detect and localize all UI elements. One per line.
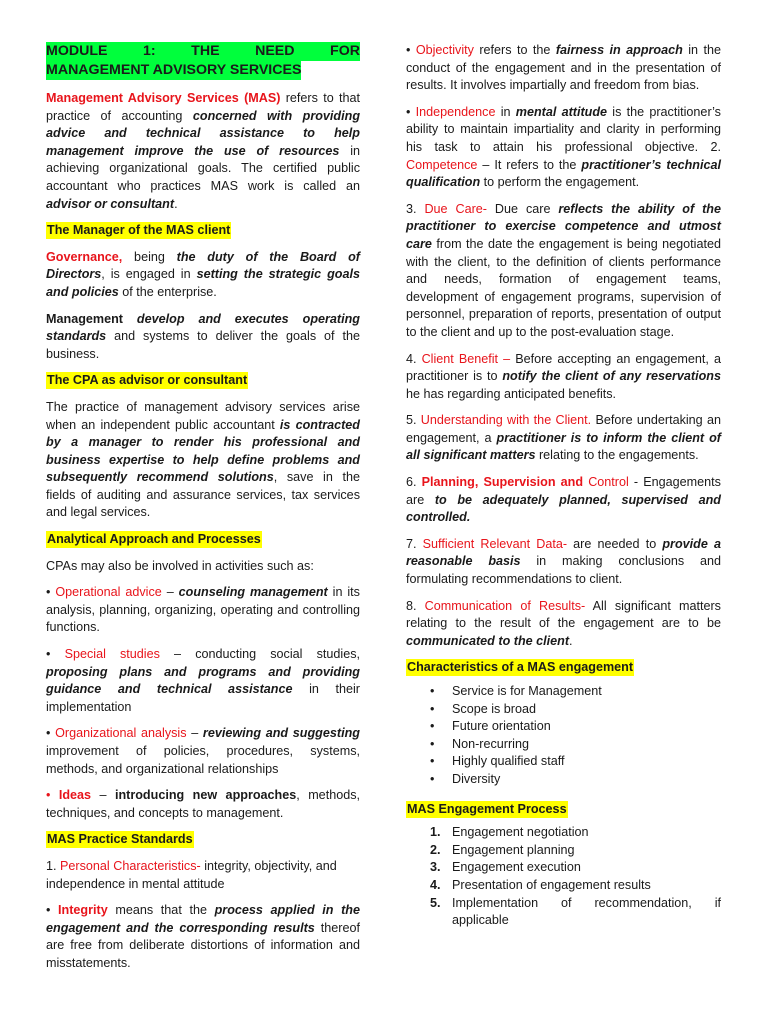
right-column <box>406 42 721 930</box>
heading-practice-standards: MAS Practice Standards <box>47 832 193 847</box>
heading-characteristics: Characteristics of a MAS engagement <box>407 660 634 675</box>
title-word: 1: <box>143 43 156 59</box>
operational-advice-item: • Operational advice – counseling management in its analysis, planning, organizing, operating and controlling functions. <box>46 585 360 635</box>
title-word: NEED <box>255 43 295 59</box>
title-word: THE <box>191 43 220 59</box>
integrity-item: • Integrity means that the process applied in the engagement and the corresponding results thereof are free from deliberate distortions of information and misstatements. <box>46 903 360 970</box>
list-item: 3. Engagement execution <box>430 860 581 875</box>
module-title <box>46 42 360 61</box>
list-item: • Non-recurring <box>406 736 721 754</box>
cpa-paragraph: The practice of management advisory services arise when an independent public accountant is contracted by a manager to render his professional and business expertise to help define problems and subsequently recommend solutions, save in the fields of auditing and assurance services, tax services and legal services. <box>46 399 360 520</box>
title-word: FOR <box>330 43 360 59</box>
heading-engagement-process: MAS Engagement Process <box>407 801 567 816</box>
list-item: • Service is for Management <box>406 683 721 701</box>
independence-item: • Independence in mental attitude is the practitioner’s ability to maintain impartiality and clarity in performing his task to attain his professional objective. 2. Competence – It refers to the practitioner’s technical qualification to perform the engagement. <box>406 104 721 190</box>
personal-characteristics: 1. Personal Characteristics- integrity, objectivity, and independence in mental attitude <box>46 858 337 891</box>
list-item: 1. Engagement negotiation <box>430 825 589 840</box>
organizational-analysis-item: • Organizational analysis – reviewing and suggesting improvement of policies, procedures, systems, methods, and organizational relationships <box>46 726 360 776</box>
understanding-client-item: 5. Understanding with the Client. Before undertaking an engagement, a practitioner is to inform the client of all significant matters relating to the engagements. <box>406 413 721 463</box>
list-item: • Scope is broad <box>406 701 721 719</box>
communication-results-item: 8. Communication of Results- All significant matters relating to the result of the engagement are to be communicated to the client. <box>406 598 721 648</box>
list-item: 4. Presentation of engagement results <box>430 877 651 892</box>
sufficient-data-item: 7. Sufficient Relevant Data- are needed to provide a reasonable basis in making conclusions and formulating recommendations to client. <box>406 536 722 587</box>
objectivity-item: • Objectivity refers to the fairness in approach in the conduct of the engagement and in the presentation of results. It involves impartially and freedom from bias. <box>406 43 721 93</box>
mas-definition: Management Advisory Services (MAS) refers to that practice of accounting concerned with providing advice and technical assistance to help management improve the use of resources in achieving organizational goals. The certified public accountant who practices MAS work is called an advisor or consultant. <box>46 91 361 211</box>
left-column <box>46 42 360 982</box>
title-word: MODULE <box>46 43 108 59</box>
cpa-may-paragraph: CPAs may also be involved in activities such as: <box>46 558 314 573</box>
heading-analytical: Analytical Approach and Processes <box>47 532 261 547</box>
heading-manager: The Manager of the MAS client <box>47 223 231 238</box>
special-studies-item: • Special studies – conducting social studies, proposing plans and programs and providing guidance and technical assistance in their implementation <box>46 647 360 714</box>
management-paragraph: Management develop and executes operating standards and systems to deliver the goals of the business. <box>46 311 360 361</box>
client-benefit-item: 4. Client Benefit – Before accepting an engagement, a practitioner is to notify the client of any reservations he has regarding anticipated benefits. <box>406 351 721 401</box>
governance-paragraph: Governance, being the duty of the Board of Directors, is engaged in setting the strategic goals and policies of the enterprise. <box>46 249 360 299</box>
characteristics-list <box>406 683 721 789</box>
engagement-process-list <box>406 824 721 930</box>
list-item: 2. Engagement planning <box>430 842 575 857</box>
list-item: • Diversity <box>406 771 721 789</box>
due-care-item: 3. Due Care- Due care reflects the ability of the practitioner to exercise competence and utmost care from the date the engagement is being negotiated with the client, to the definition of clients performance and needs, formation of engagement teams, development of engagement programs, supervision of personnel, preparation of reports, presentation of output to the client and up to the post-evaluation stage. <box>406 201 721 339</box>
list-item: • Future orientation <box>406 718 721 736</box>
heading-cpa: The CPA as advisor or consultant <box>47 373 248 388</box>
planning-supervision-item: 6. Planning, Supervision and Control - Engagements are to be adequately planned, supervised and controlled. <box>406 475 721 525</box>
list-item: • Highly qualified staff <box>406 753 721 771</box>
list-item: 5. Implementation of recommendation, if applicable <box>430 895 721 928</box>
module-title-line2: MANAGEMENT ADVISORY SERVICES <box>46 62 302 78</box>
ideas-item: • Ideas – introducing new approaches, methods, techniques, and concepts to management. <box>46 788 360 820</box>
